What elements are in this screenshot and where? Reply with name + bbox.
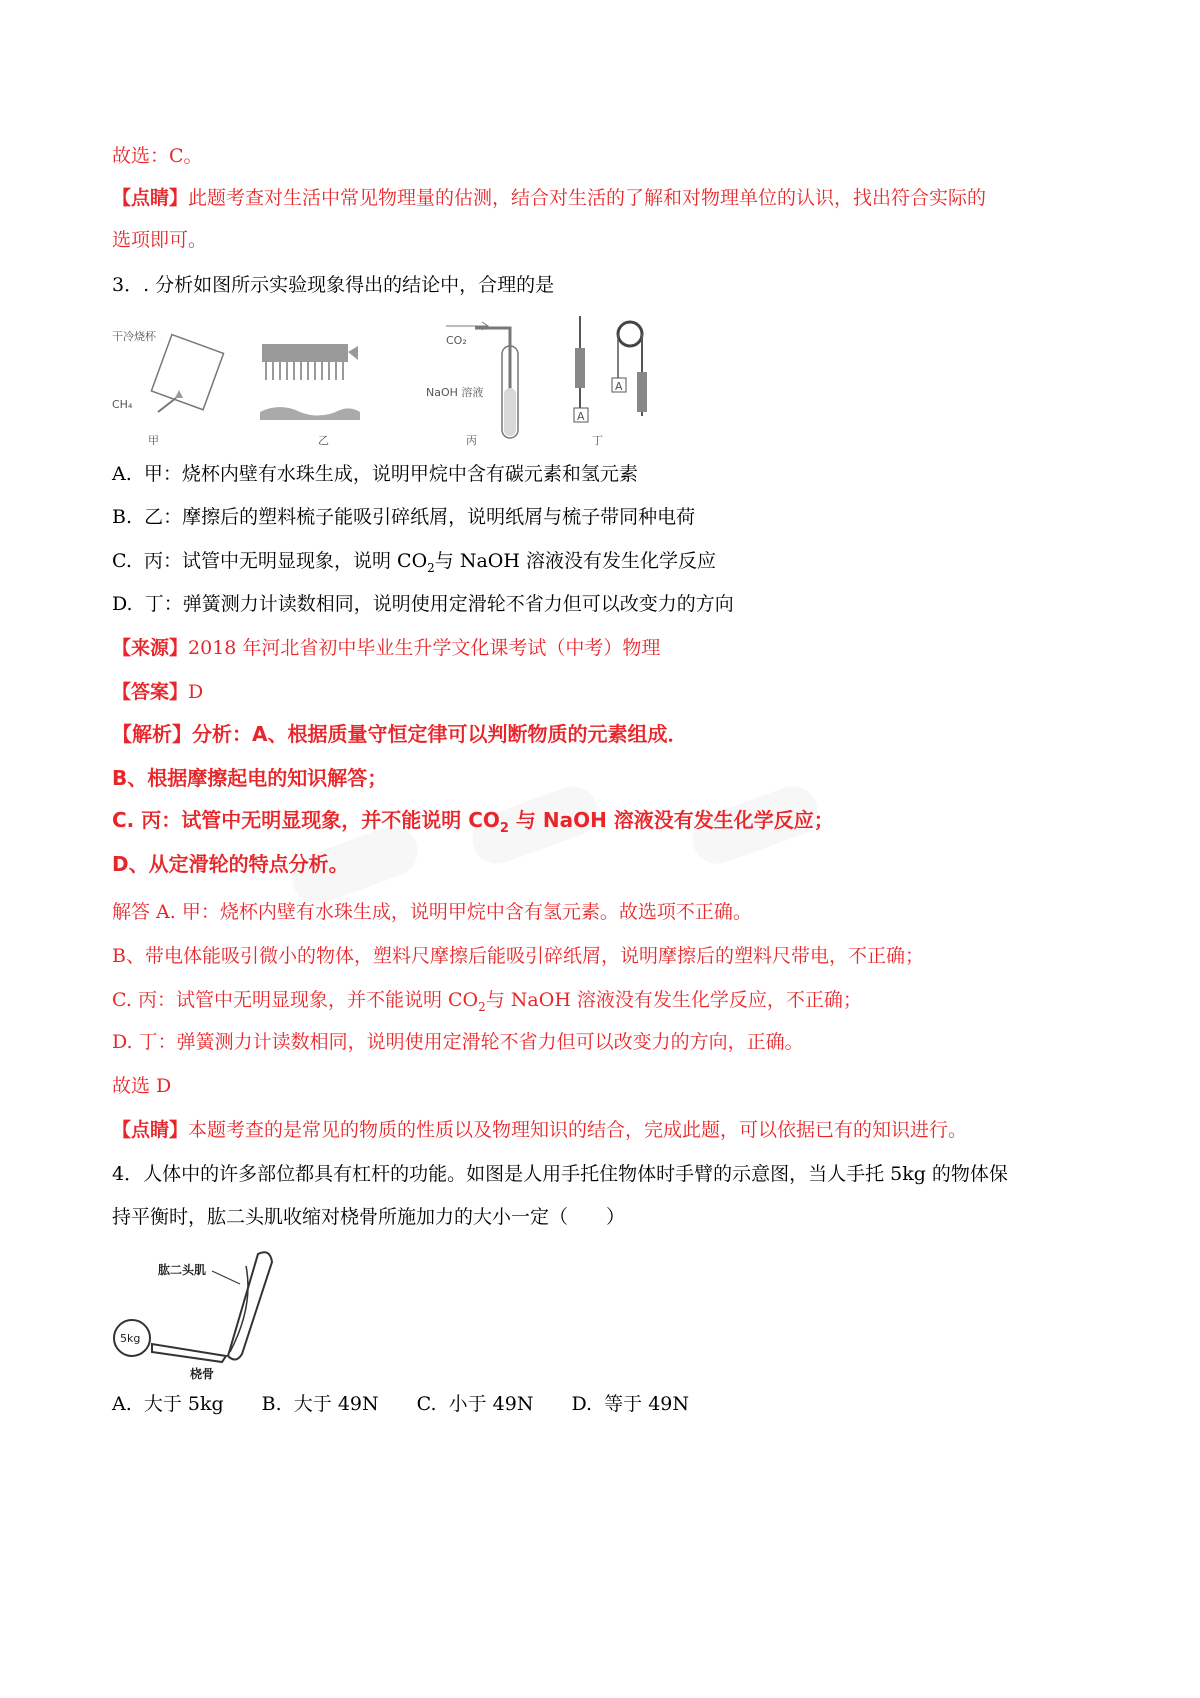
- q3-figure: [110, 312, 670, 452]
- dianjing-continuation: 选项即可。: [112, 229, 208, 251]
- fig-bing: [426, 322, 518, 447]
- bing-co2: CO₂: [446, 334, 467, 347]
- fig-ding: [574, 316, 647, 447]
- q3-source: 【来源】2018 年河北省初中毕业生升学文化课考试（中考）物理: [112, 637, 661, 659]
- q4-option-c: C. 小于 49N: [416, 1393, 534, 1415]
- ding-weight-left: A: [577, 410, 585, 423]
- q3-answer: 【答案】D: [112, 681, 204, 703]
- arm-bone-label: 桡骨: [190, 1367, 215, 1381]
- caption-jia: 甲: [148, 434, 159, 447]
- fig-jia: [112, 329, 224, 447]
- q3-stem: 3．. 分析如图所示实验现象得出的结论中，合理的是: [112, 274, 555, 296]
- q3-option-d: D. 丁：弹簧测力计读数相同，说明使用定滑轮不省力但可以改变力的方向: [112, 593, 734, 615]
- q3-solution-line3: C. 丙：试管中无明显现象，并不能说明 $CO_2$与 NaOH 溶液没有发生化学反应，不正确；: [112, 989, 862, 1014]
- dianjing-text: 此题考查对生活中常见物理量的估测，结合对生活的了解和对物理单位的认识，找出符合实际的: [188, 187, 987, 209]
- q3-option-b: B. 乙：摩擦后的塑料梳子能吸引碎纸屑，说明纸屑与梳子带同种电荷: [112, 506, 696, 528]
- dianjing-prefix: 【点睛】: [112, 187, 189, 209]
- q4-option-b: B. 大于 49N: [261, 1393, 379, 1415]
- jia-note: 干冷烧杯: [112, 330, 156, 343]
- fig-yi: [260, 344, 360, 447]
- ding-weight-right: A: [615, 380, 623, 393]
- jia-gas: CH₄: [112, 398, 133, 411]
- q3-analysis-line2: B、根据摩擦起电的知识解答；: [112, 766, 388, 790]
- arm-muscle-label: 肱二头肌: [158, 1263, 207, 1277]
- q4-arm-figure: [108, 1244, 298, 1384]
- q3-option-c: C. 丙：试管中无明显现象，说明 $CO_2$与 NaOH 溶液没有发生化学反应: [112, 550, 716, 575]
- caption-yi: 乙: [318, 434, 329, 447]
- arm-weight-label: 5kg: [120, 1332, 141, 1345]
- q3-analysis-line4: D、从定滑轮的特点分析。: [112, 852, 349, 876]
- q3-option-a: A. 甲：烧杯内壁有水珠生成，说明甲烷中含有碳元素和氢元素: [112, 463, 638, 485]
- caption-ding: 丁: [592, 434, 603, 447]
- q4-stem-line1: 4．人体中的许多部位都具有杠杆的功能。如图是人用手托住物体时手臂的示意图，当人手托 5kg 的物体保: [112, 1163, 1008, 1185]
- caption-bing: 丙: [466, 434, 477, 447]
- q3-solution-line2: B、带电体能吸引微小的物体，塑料尺摩擦后能吸引碎纸屑，说明摩擦后的塑料尺带电，不正确；: [112, 945, 924, 967]
- q4-option-d: D. 等于 49N: [571, 1393, 690, 1415]
- bing-naoh: NaOH 溶液: [426, 386, 484, 399]
- q3-analysis-line1: 【解析】分析：A、根据质量守恒定律可以判断物质的元素组成．: [112, 722, 688, 746]
- dianjing-paragraph: [112, 186, 986, 210]
- q3-choose: 故选 D: [112, 1075, 172, 1097]
- q3-analysis-line3: C. 丙：试管中无明显现象，并不能说明 $CO_2$ 与 NaOH 溶液没有发生化学反应；: [112, 808, 834, 836]
- q3-solution-line4: D. 丁：弹簧测力计读数相同，说明使用定滑轮不省力但可以改变力的方向，正确。: [112, 1031, 804, 1053]
- q3-solution-line1: 解答 A. 甲：烧杯内壁有水珠生成，说明甲烷中含有氢元素。故选项不正确。: [112, 901, 752, 923]
- q3-dianjing: 【点睛】本题考查的是常见的物质的性质以及物理知识的结合，完成此题，可以依据已有的知识进行。: [112, 1119, 968, 1141]
- q4-stem-line2: 持平衡时，肱二头肌收缩对桡骨所施加力的大小一定（ ）: [112, 1206, 626, 1228]
- q4-options: [112, 1392, 689, 1416]
- choose-line: 故选：C。: [112, 145, 203, 167]
- q4-option-a: A. 大于 5kg: [112, 1393, 224, 1415]
